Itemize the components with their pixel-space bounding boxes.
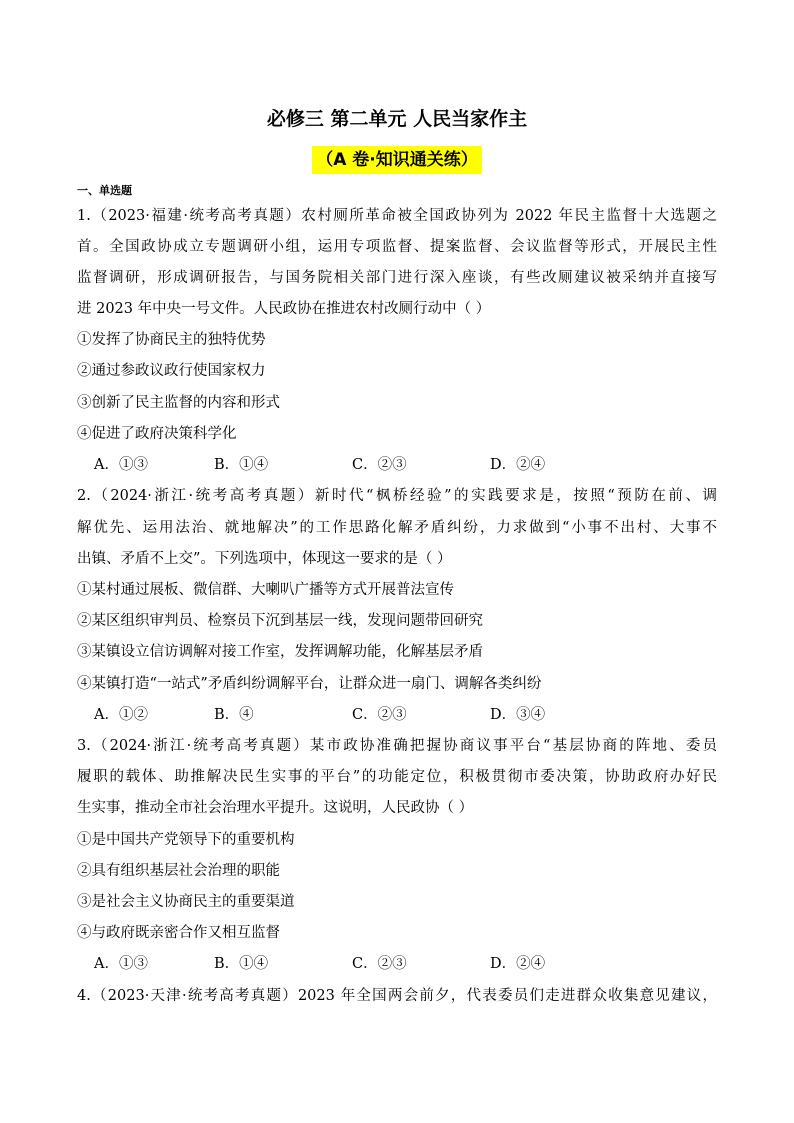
subtitle-wrap [0, 146, 794, 174]
question-1-item-2: ②通过参政议政行使国家权力 [77, 363, 266, 379]
question-1-item-4: ④促进了政府决策科学化 [77, 426, 237, 442]
document-title: 必修三 第二单元 人民当家作主 [266, 108, 528, 130]
question-3-line-1: 3.（2024·浙江·统考高考真题）某市政协准确把握协商议事平台“基层协商的阵地、委员 [77, 738, 717, 754]
question-2-option-a: A．①② [94, 707, 148, 723]
question-3-item-4: ④与政府既亲密合作又相互监督 [77, 925, 280, 941]
question-2-item-2: ②某区组织审判员、检察员下沉到基层一线，发现问题带回研究 [77, 613, 483, 629]
question-1-line-3: 监督调研，形成调研报告，与国务院相关部门进行深入座谈，有些改厕建议被采纳并直接写 [77, 270, 717, 286]
question-3-item-2: ②具有组织基层社会治理的职能 [77, 863, 280, 879]
question-2-item-1: ①某村通过展板、微信群、大喇叭广播等方式开展普法宣传 [77, 582, 454, 598]
question-1-option-d: D．②④ [490, 457, 546, 473]
question-1-option-b: B．①④ [214, 457, 269, 473]
question-3-item-3: ③是社会主义协商民主的重要渠道 [77, 894, 295, 910]
question-1-item-3: ③创新了民主监督的内容和形式 [77, 395, 280, 411]
document-subtitle: （A 卷·知识通关练） [312, 146, 482, 174]
question-2-line-3: 出镇、矛盾不上交”。下列选项中，体现这一要求的是（ ） [77, 551, 452, 567]
question-3-option-c: C．②③ [352, 956, 407, 972]
question-3-line-3: 生实事，推动全市社会治理水平提升。这说明，人民政协（ ） [77, 800, 474, 816]
question-2-option-d: D．③④ [490, 707, 546, 723]
question-2-line-1: 2.（2024·浙江·统考高考真题）新时代“枫桥经验”的实践要求是，按照“预防在前、调 [77, 488, 717, 504]
question-2-option-c: C．②③ [352, 707, 407, 723]
question-4-line-1: 4.（2023·天津·统考高考真题）2023 年全国两会前夕，代表委员们走进群众收集意见建议， [77, 988, 717, 1004]
question-1-option-c: C．②③ [352, 457, 407, 473]
question-1-item-1: ①发挥了协商民主的独特优势 [77, 332, 266, 348]
question-1-line-1: 1.（2023·福建·统考高考真题）农村厕所革命被全国政协列为 2022 年民主监督十大选题之 [77, 208, 717, 224]
question-1-option-a: A．①③ [94, 457, 148, 473]
question-2-item-3: ③某镇设立信访调解对接工作室，发挥调解功能，化解基层矛盾 [77, 644, 483, 660]
question-2-line-2: 解优先、运用法治、就地解决”的工作思路化解矛盾纠纷，力求做到“小事不出村、大事不 [77, 520, 717, 536]
question-3-option-b: B．①④ [214, 956, 269, 972]
question-3-option-d: D．②④ [490, 956, 546, 972]
section-heading: 一、单选题 [77, 184, 132, 197]
question-3-line-2: 履职的载体、助推解决民生实事的平台”的功能定位，积极贯彻市委决策，协助政府办好民 [77, 769, 717, 785]
question-3-option-a: A．①③ [94, 956, 148, 972]
question-1-line-2: 首。全国政协成立专题调研小组，运用专项监督、提案监督、会议监督等形式，开展民主性 [77, 239, 717, 255]
question-1-line-4: 进 2023 年中央一号文件。人民政协在推进农村改厕行动中（ ） [77, 301, 491, 317]
question-2-item-4: ④某镇打造“一站式”矛盾纠纷调解平台，让群众进一扇门、调解各类纠纷 [77, 676, 542, 692]
question-3-item-1: ①是中国共产党领导下的重要机构 [77, 832, 295, 848]
question-2-option-b: B．④ [214, 707, 254, 723]
